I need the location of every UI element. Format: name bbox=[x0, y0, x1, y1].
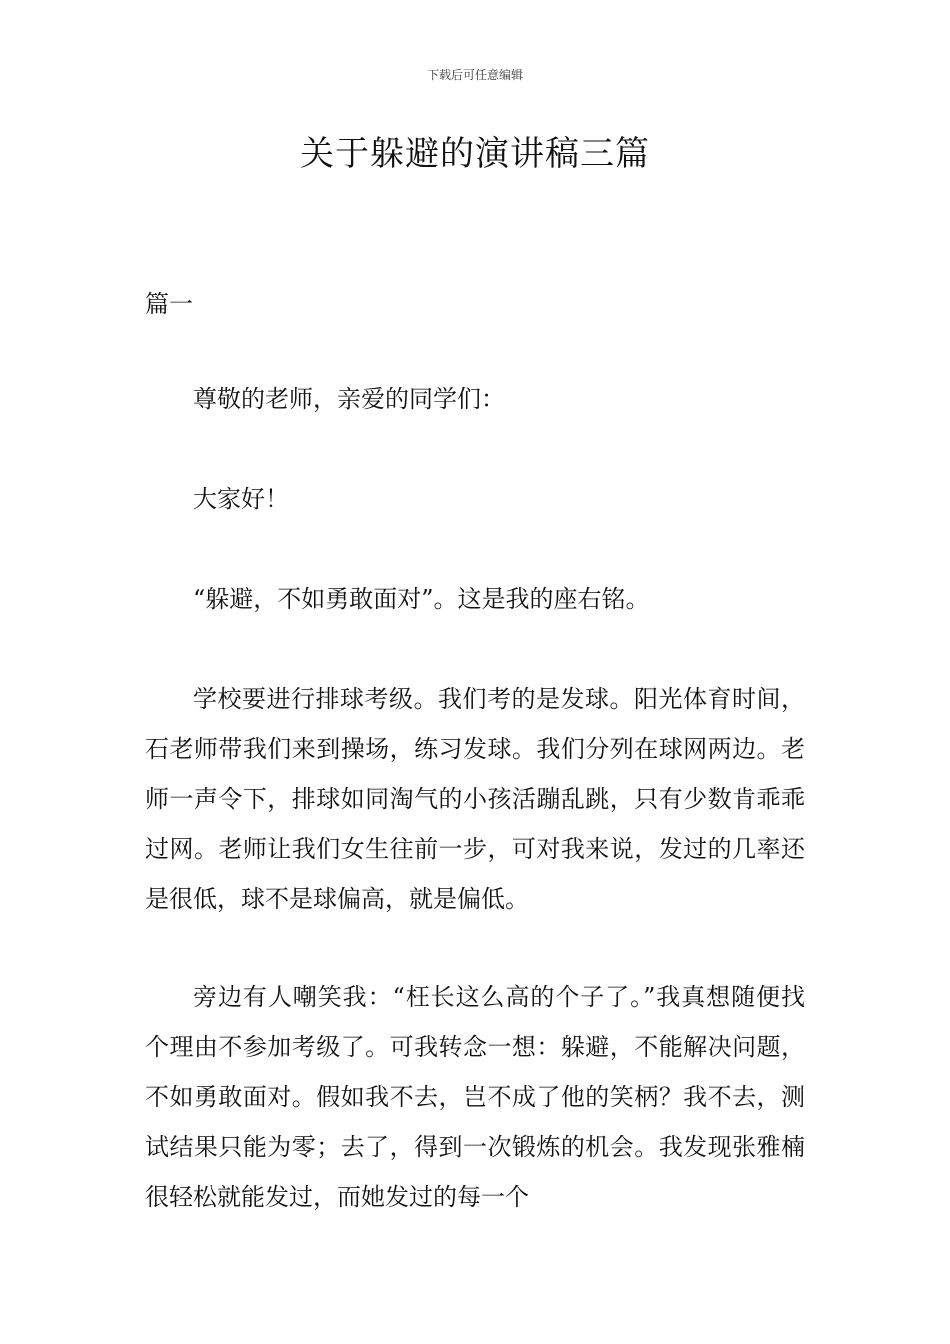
header-note: 下载后可任意编辑 bbox=[426, 68, 523, 82]
paragraph-motto: “躲避，不如勇敢面对”。这是我的座右铭。 bbox=[193, 585, 650, 613]
paragraph-body: 学校要进行排球考级。我们考的是发球。阳光体育时间，石老师带我们来到操场，练习发球。我们分列在球网两边。老师一声令下，排球如同淘气的小孩活蹦乱跳，只有少数肯乖乖过网。老师让我们女生往前一步，可对我来说，发过的几率还是很低，球不是球偏高，就是偏低。 bbox=[145, 685, 805, 913]
paragraph-body: 旁边有人嘲笑我：“枉长这么高的个子了。”我真想随便找个理由不参加考级了。可我转念一想：躲避，不能解决问题，不如勇敢面对。假如我不去，岂不成了他的笑柄？我不去，测试结果只能为零；去了，得到一次锻炼的机会。我发现张雅楠很轻松就能发过，而她发过的每一个 bbox=[145, 983, 805, 1211]
section-heading: 篇一 bbox=[145, 290, 193, 318]
document-title: 关于躲避的演讲稿三篇 bbox=[300, 134, 650, 174]
paragraph-salutation: 尊敬的老师，亲爱的同学们： bbox=[193, 385, 505, 413]
paragraph-greeting: 大家好！ bbox=[193, 485, 289, 513]
